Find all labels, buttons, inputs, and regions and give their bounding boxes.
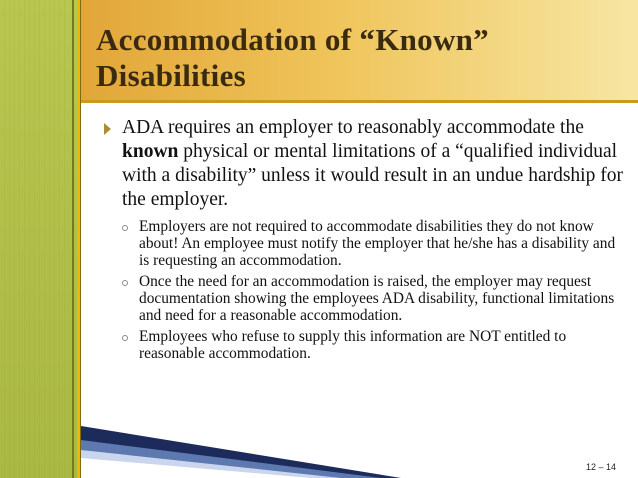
sub-bullet-item (122, 273, 624, 324)
sub-bullet-text: Employers are not required to accommodate disabilities they do not know about! An employee must notify the employer that he/she has a disability and is requesting an accommodation. (139, 218, 616, 269)
title-underline (81, 100, 638, 103)
main-bullet-bold-word: known (122, 141, 179, 162)
sub-bullet-list (122, 218, 624, 362)
sub-bullet-item (122, 218, 624, 269)
arrow-bullet-icon (104, 123, 111, 135)
circle-bullet-icon (122, 280, 128, 286)
circle-bullet-icon (122, 225, 128, 231)
left-decorative-bar (0, 0, 80, 478)
slide-content (104, 116, 624, 366)
slide-title-line-1: Accommodation of “Known” (96, 22, 489, 57)
left-divider-line-dark (72, 0, 74, 478)
circle-bullet-icon (122, 335, 128, 341)
page-number: 12 – 14 (585, 462, 616, 472)
main-bullet (104, 116, 624, 212)
slide-title (96, 22, 626, 94)
slide-title-line-2: Disabilities (96, 58, 247, 93)
main-bullet-text-start: ADA requires an employer to reasonably accommodate the (122, 117, 584, 138)
sub-bullet-text: Once the need for an accommodation is raised, the employer may request documentation showing the employees ADA disability, functional limitations and need for a reasonable accommodation. (139, 273, 615, 324)
main-bullet-text-end: physical or mental limitations of a “qualified individual with a disability” unless it would result in an undue hardship for the employer. (122, 141, 623, 210)
sub-bullet-item (122, 328, 624, 362)
main-bullet-text (122, 116, 624, 212)
decorative-swoosh (81, 418, 401, 478)
sub-bullet-text: Employees who refuse to supply this information are NOT entitled to reasonable accommodation. (139, 328, 567, 362)
